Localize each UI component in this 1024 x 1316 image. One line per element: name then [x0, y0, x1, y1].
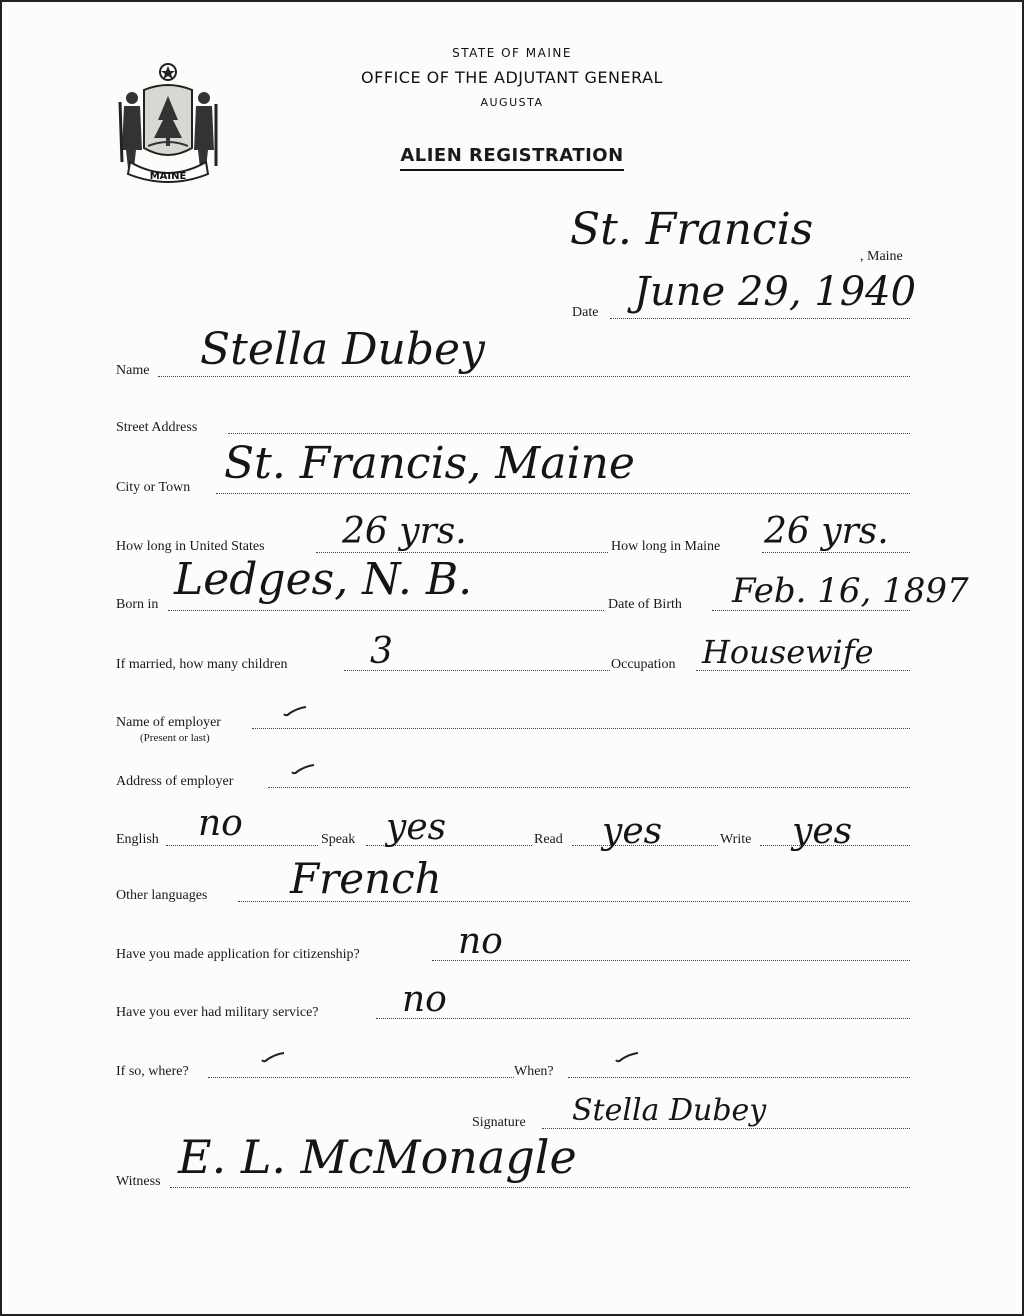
- check-mark-icon: [282, 704, 308, 718]
- city-line: [216, 493, 910, 494]
- dob-label: Date of Birth: [608, 597, 682, 612]
- signature-line: [542, 1128, 910, 1129]
- header-state: STATE OF MAINE: [452, 46, 572, 60]
- born-in-line: [168, 610, 604, 611]
- when-label: When?: [514, 1064, 554, 1079]
- street-address-line: [228, 433, 910, 434]
- children-label: If married, how many children: [116, 657, 288, 672]
- employer-name-label: Name of employer: [116, 715, 221, 730]
- witness-line: [170, 1187, 910, 1188]
- employer-address-label: Address of employer: [116, 774, 234, 789]
- how-long-maine-value: 26 yrs.: [764, 511, 889, 552]
- city-label: City or Town: [116, 480, 191, 495]
- employer-address-line: [268, 787, 910, 788]
- military-line: [376, 1018, 910, 1019]
- signature-label: Signature: [472, 1115, 526, 1130]
- how-long-maine-label: How long in Maine: [611, 539, 721, 554]
- street-address-label: Street Address: [116, 420, 198, 435]
- children-value: 3: [370, 631, 393, 672]
- date-value: June 29, 1940: [634, 269, 917, 315]
- english-line: [166, 845, 318, 846]
- city-value: St. Francis, Maine: [224, 438, 635, 489]
- how-long-maine-line: [762, 552, 910, 553]
- write-label: Write: [720, 832, 752, 847]
- military-value: no: [402, 979, 447, 1020]
- speak-value: yes: [386, 807, 447, 848]
- read-value: yes: [602, 811, 663, 852]
- town-value: St. Francis: [570, 204, 814, 255]
- occupation-value: Housewife: [702, 633, 874, 671]
- employer-name-sublabel: (Present or last): [140, 732, 210, 744]
- military-label: Have you ever had military service?: [116, 1005, 319, 1020]
- header-city: AUGUSTA: [480, 96, 544, 109]
- check-mark-icon: [260, 1050, 286, 1064]
- form-title: ALIEN REGISTRATION: [2, 145, 1022, 166]
- how-long-us-label: How long in United States: [116, 539, 265, 554]
- name-label: Name: [116, 363, 150, 378]
- name-line: [158, 376, 910, 377]
- other-languages-label: Other languages: [116, 888, 208, 903]
- check-mark-icon: [290, 762, 316, 776]
- witness-label: Witness: [116, 1174, 161, 1189]
- employer-name-line: [252, 728, 910, 729]
- date-label: Date: [572, 305, 599, 320]
- name-value: Stella Dubey: [200, 324, 485, 375]
- speak-label: Speak: [321, 832, 356, 847]
- header-office: OFFICE OF THE ADJUTANT GENERAL: [361, 68, 663, 87]
- citizenship-line: [432, 960, 910, 961]
- other-languages-value: French: [290, 854, 442, 903]
- when-line: [568, 1077, 910, 1078]
- how-long-us-value: 26 yrs.: [342, 511, 467, 552]
- check-mark-icon: [614, 1050, 640, 1064]
- citizenship-value: no: [458, 921, 503, 962]
- read-label: Read: [534, 832, 563, 847]
- citizenship-label: Have you made application for citizenship?: [116, 947, 360, 962]
- dob-value: Feb. 16, 1897: [732, 571, 969, 611]
- english-value: no: [198, 803, 243, 844]
- how-long-us-line: [316, 552, 608, 553]
- where-label: If so, where?: [116, 1064, 189, 1079]
- signature-value: Stella Dubey: [572, 1093, 767, 1128]
- occupation-label: Occupation: [611, 657, 676, 672]
- english-label: English: [116, 832, 159, 847]
- born-in-value: Ledges, N. B.: [174, 554, 473, 605]
- svg-text:MAINE: MAINE: [149, 171, 187, 182]
- town-suffix-label: , Maine: [860, 249, 903, 264]
- born-in-label: Born in: [116, 597, 159, 612]
- witness-value: E. L. McMonagle: [178, 1130, 577, 1184]
- date-line: [610, 318, 910, 319]
- write-value: yes: [792, 811, 853, 852]
- where-line: [208, 1077, 514, 1078]
